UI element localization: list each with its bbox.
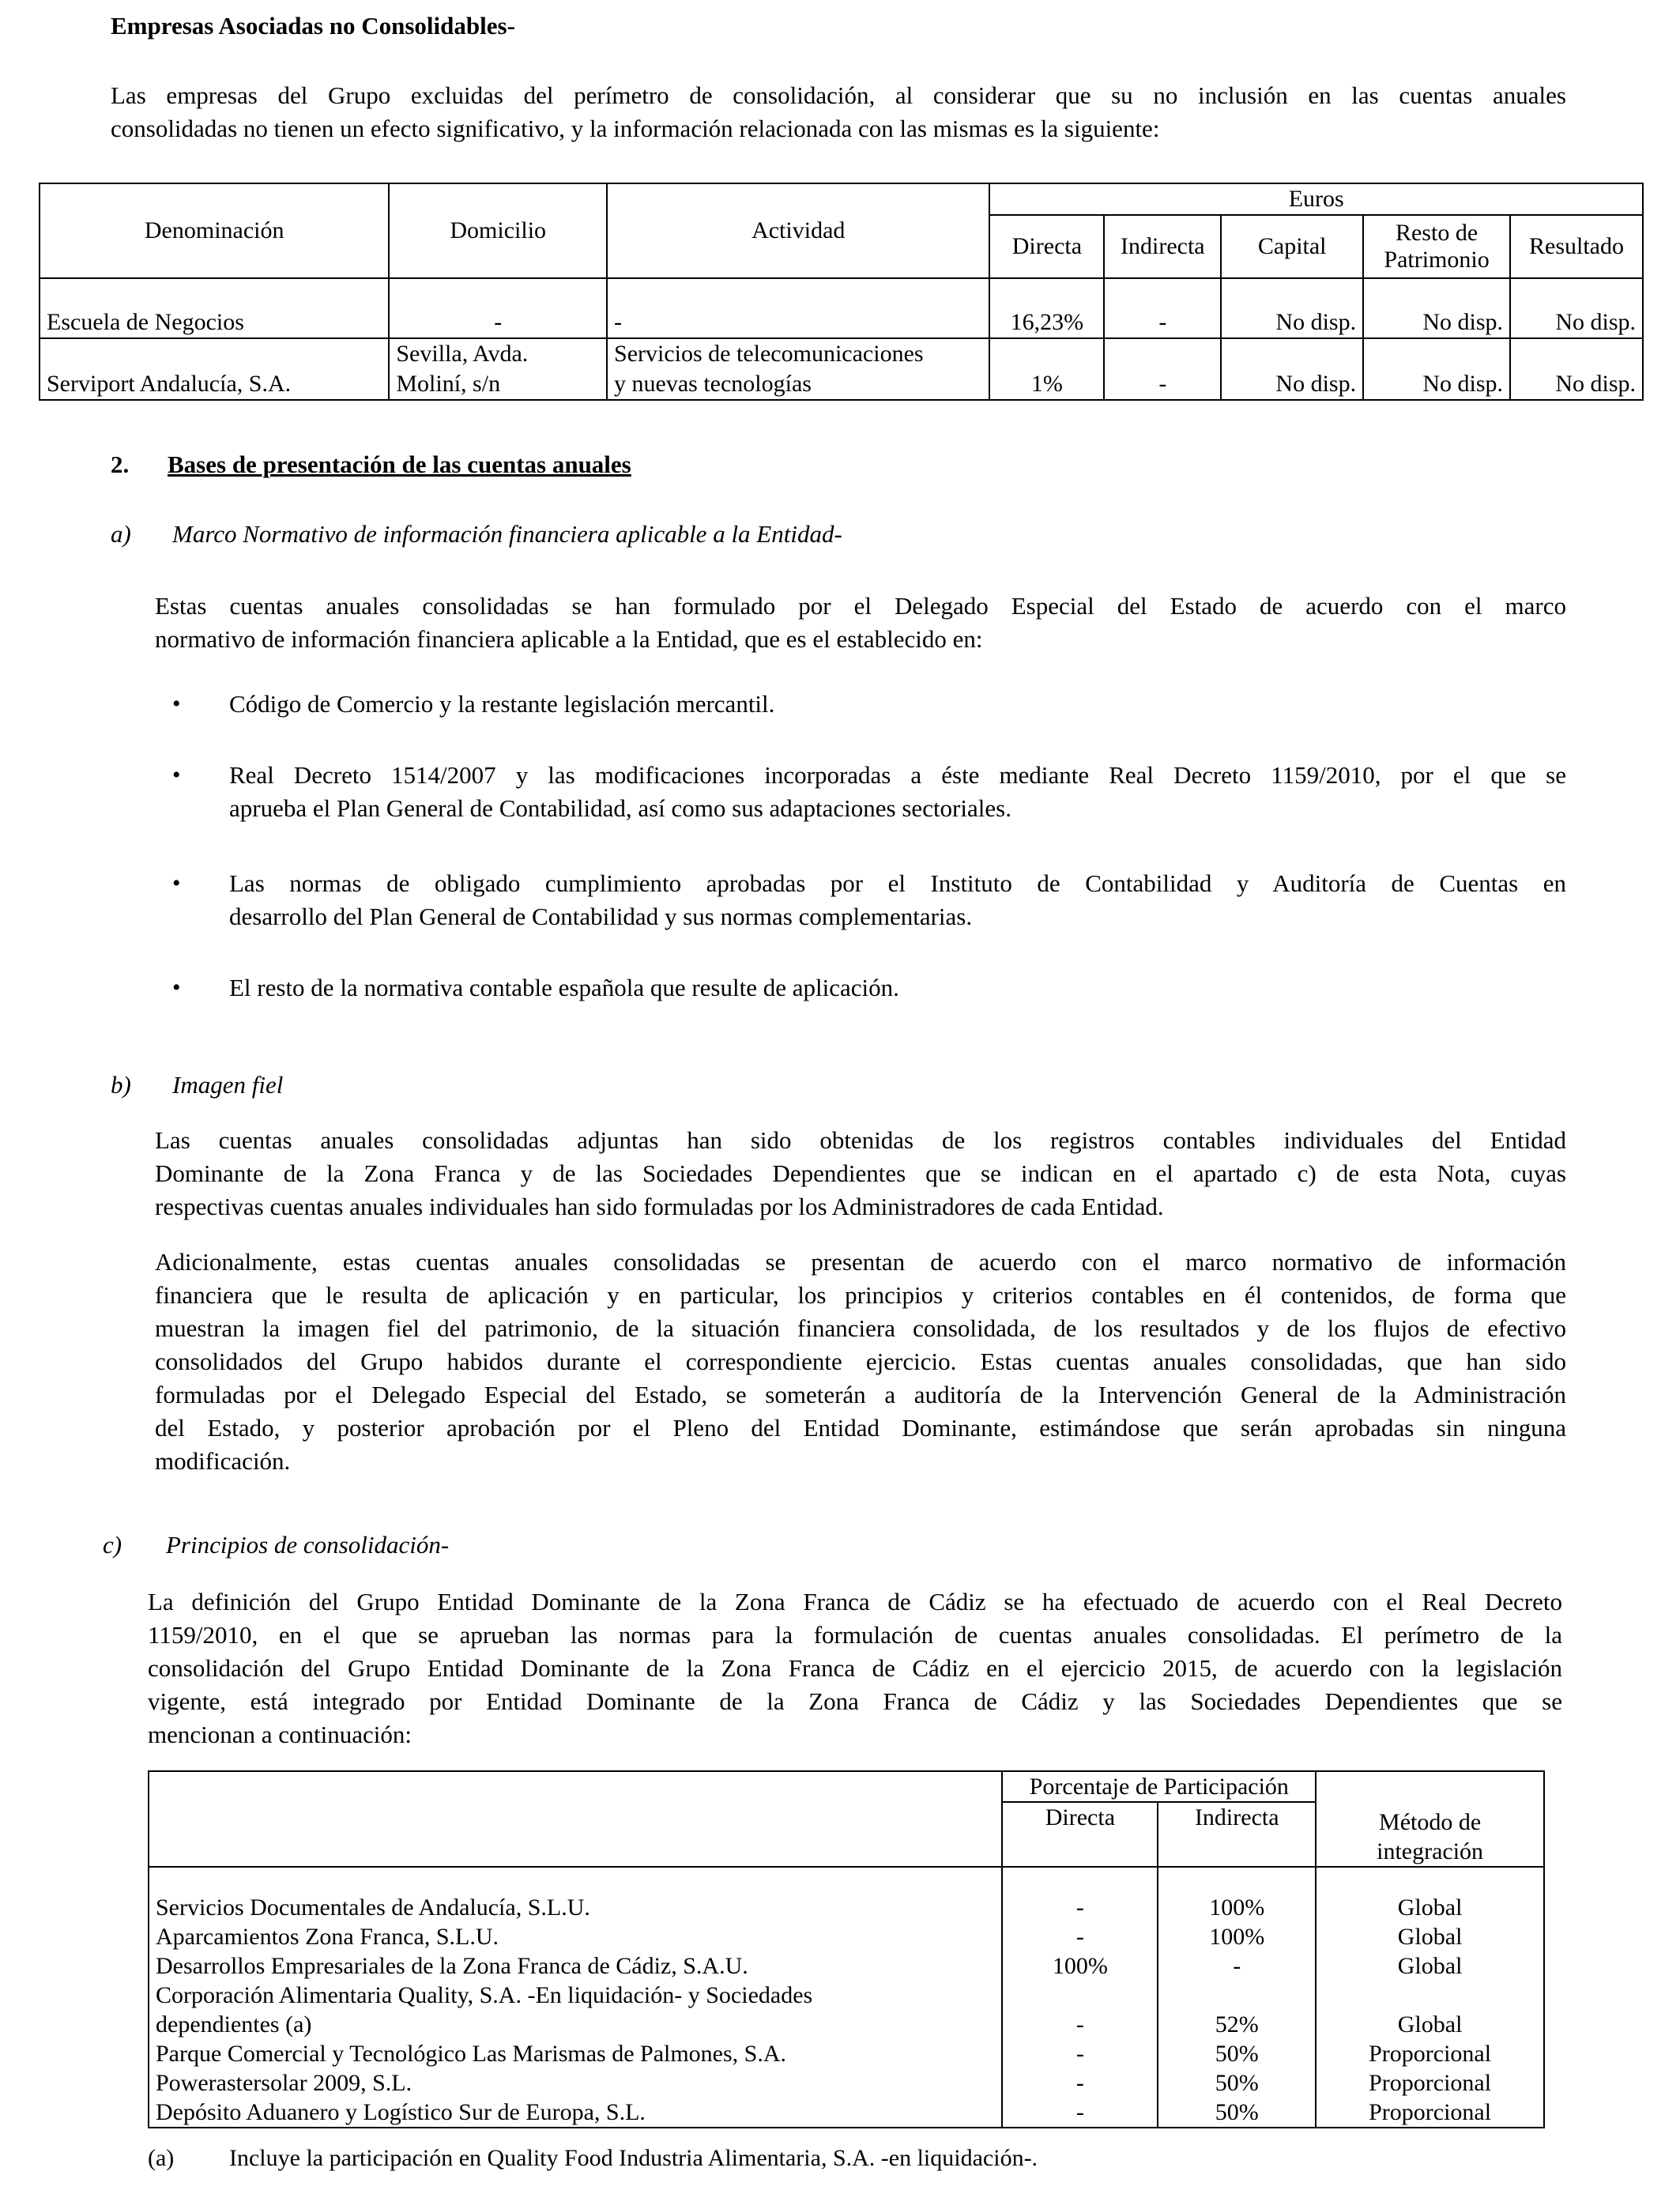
bullet-icon: • <box>172 762 181 788</box>
a-paragraph-line2: normativo de información financiera aplicable a la Entidad, que es el establecido en: <box>155 625 983 653</box>
b-p2-line: muestran la imagen fiel del patrimonio, de la situación financiera consolidada, de los resultados y de los flujos de efectivo <box>155 1314 1566 1342</box>
table-row: Corporación Alimentaria Quality, S.A. -En liquidación- y Sociedades dependientes (a) - 52% Global <box>149 1981 1544 2039</box>
empresas-intro-line2: consolidadas no tienen un efecto significativo, y la información relacionada con las mismas es la siguiente: <box>111 115 1160 142</box>
header-porcentaje: Porcentaje de Participación <box>1002 1771 1316 1802</box>
bullet-item: Código de Comercio y la restante legislación mercantil. <box>229 690 775 718</box>
a-paragraph-line1: Estas cuentas anuales consolidadas se han formulado por el Delegado Especial del Estado de acuerdo con el marco <box>155 592 1566 620</box>
table-row: Servicios Documentales de Andalucía, S.L.U. - 100% Global <box>149 1867 1544 1922</box>
header-resto: Resto de Patrimonio <box>1363 215 1510 278</box>
table-row: Powerastersolar 2009, S.L. - 50% Proporcional <box>149 2068 1544 2098</box>
b-p2-line: consolidados del Grupo habidos durante el correspondiente ejercicio. Estas cuentas anuales consolidadas, que han sido <box>155 1348 1566 1375</box>
bullet-item: Real Decreto 1514/2007 y las modificaciones incorporadas a éste mediante Real Decreto 1159/2010, por el que se <box>229 761 1566 789</box>
bullet-icon: • <box>172 974 181 1001</box>
header-domicilio: Domicilio <box>389 183 607 278</box>
table-row: Desarrollos Empresariales de la Zona Franca de Cádiz, S.A.U. 100% - Global <box>149 1951 1544 1981</box>
header-metodo: Método de integración <box>1316 1771 1544 1867</box>
b-p2-line: Adicionalmente, estas cuentas anuales consolidadas se presentan de acuerdo con el marco normativo de información <box>155 1248 1566 1276</box>
header-actividad: Actividad <box>607 183 989 278</box>
footnote-mark: (a) <box>148 2145 175 2171</box>
subsection-b-letter: b) <box>111 1071 131 1099</box>
asociadas-table <box>39 183 1644 401</box>
c-p1-line: consolidación del Grupo Entidad Dominante de la Zona Franca de Cádiz en el ejercicio 2015, de acuerdo con la legislación <box>148 1654 1562 1682</box>
b-p2-line: financiera que le resulta de aplicación y en particular, los principios y criterios contables en él contenidos, de forma que <box>155 1281 1566 1309</box>
header-resultado: Resultado <box>1510 215 1643 278</box>
b-p2-line: del Estado, y posterior aprobación por el Pleno del Entidad Dominante, estimándose que serán aprobadas sin ninguna <box>155 1414 1566 1442</box>
table-row: Serviport Andalucía, S.A. Sevilla, Avda. Moliní, s/n Servicios de telecomunicaciones y nuevas tecnologías 1% - No disp. No disp. No disp. <box>40 338 1643 400</box>
section-title: Bases de presentación de las cuentas anuales <box>168 450 631 478</box>
bullet-item-cont: desarrollo del Plan General de Contabilidad y sus normas complementarias. <box>229 903 973 930</box>
section-number: 2. <box>111 450 130 478</box>
bullet-item: Las normas de obligado cumplimiento aprobadas por el Instituto de Contabilidad y Auditoría de Cuentas en <box>229 869 1566 897</box>
subsection-c-title: Principios de consolidación- <box>166 1531 450 1559</box>
header-euros: Euros <box>989 183 1643 215</box>
b-p1-line: Las cuentas anuales consolidadas adjuntas han sido obtenidas de los registros contables individuales del Entidad <box>155 1126 1566 1154</box>
subsection-a-letter: a) <box>111 520 131 548</box>
table-row: Escuela de Negocios - - 16,23% - No disp. No disp. No disp. <box>40 278 1643 338</box>
bullet-icon: • <box>172 691 181 717</box>
b-p1-line: respectivas cuentas anuales individuales han sido formuladas por los Administradores de cada Entidad. <box>155 1193 1164 1220</box>
consolidacion-table <box>148 1770 1545 2128</box>
header-indirecta: Indirecta <box>1158 1802 1316 1867</box>
c-p1-line: 1159/2010, en el que se aprueban las normas para la formulación de cuentas anuales consolidadas. El perímetro de la <box>148 1621 1562 1649</box>
footnote-text: Incluye la participación en Quality Food Industria Alimentaria, S.A. -en liquidación-. <box>229 2145 1038 2171</box>
bullet-item: El resto de la normativa contable española que resulte de aplicación. <box>229 974 899 1001</box>
subsection-b-title: Imagen fiel <box>172 1071 284 1099</box>
table-row: Aparcamientos Zona Franca, S.L.U. - 100% Global <box>149 1922 1544 1951</box>
header-indirecta: Indirecta <box>1104 215 1221 278</box>
header-directa: Directa <box>989 215 1104 278</box>
header-capital: Capital <box>1221 215 1363 278</box>
subsection-c-letter: c) <box>103 1531 122 1559</box>
empresas-intro-line1: Las empresas del Grupo excluidas del perímetro de consolidación, al considerar que su no inclusión en las cuentas anuales <box>111 81 1566 109</box>
b-p2-line: modificación. <box>155 1447 291 1475</box>
header-denominacion: Denominación <box>144 217 284 243</box>
section-title-empresas: Empresas Asociadas no Consolidables- <box>111 12 515 40</box>
b-p2-line: formuladas por el Delegado Especial del Estado, se someterán a auditoría de la Intervención General de la Administración <box>155 1381 1566 1408</box>
bullet-icon: • <box>172 870 181 896</box>
c-p1-line: La definición del Grupo Entidad Dominante de la Zona Franca de Cádiz se ha efectuado de acuerdo con el Real Decreto <box>148 1588 1562 1615</box>
c-p1-line: mencionan a continuación: <box>148 1721 412 1748</box>
table-row: Depósito Aduanero y Logístico Sur de Europa, S.L. - 50% Proporcional <box>149 2098 1544 2128</box>
b-p1-line: Dominante de la Zona Franca y de las Sociedades Dependientes que se indican en el apartado c) de esta Nota, cuyas <box>155 1159 1566 1187</box>
bullet-item-cont: aprueba el Plan General de Contabilidad, así como sus adaptaciones sectoriales. <box>229 794 1011 822</box>
table-row: Parque Comercial y Tecnológico Las Marismas de Palmones, S.A. - 50% Proporcional <box>149 2039 1544 2068</box>
header-directa: Directa <box>1002 1802 1158 1867</box>
c-p1-line: vigente, está integrado por Entidad Dominante de la Zona Franca de Cádiz y las Sociedades Dependientes que se <box>148 1687 1562 1715</box>
subsection-a-title: Marco Normativo de información financiera aplicable a la Entidad- <box>172 520 842 548</box>
